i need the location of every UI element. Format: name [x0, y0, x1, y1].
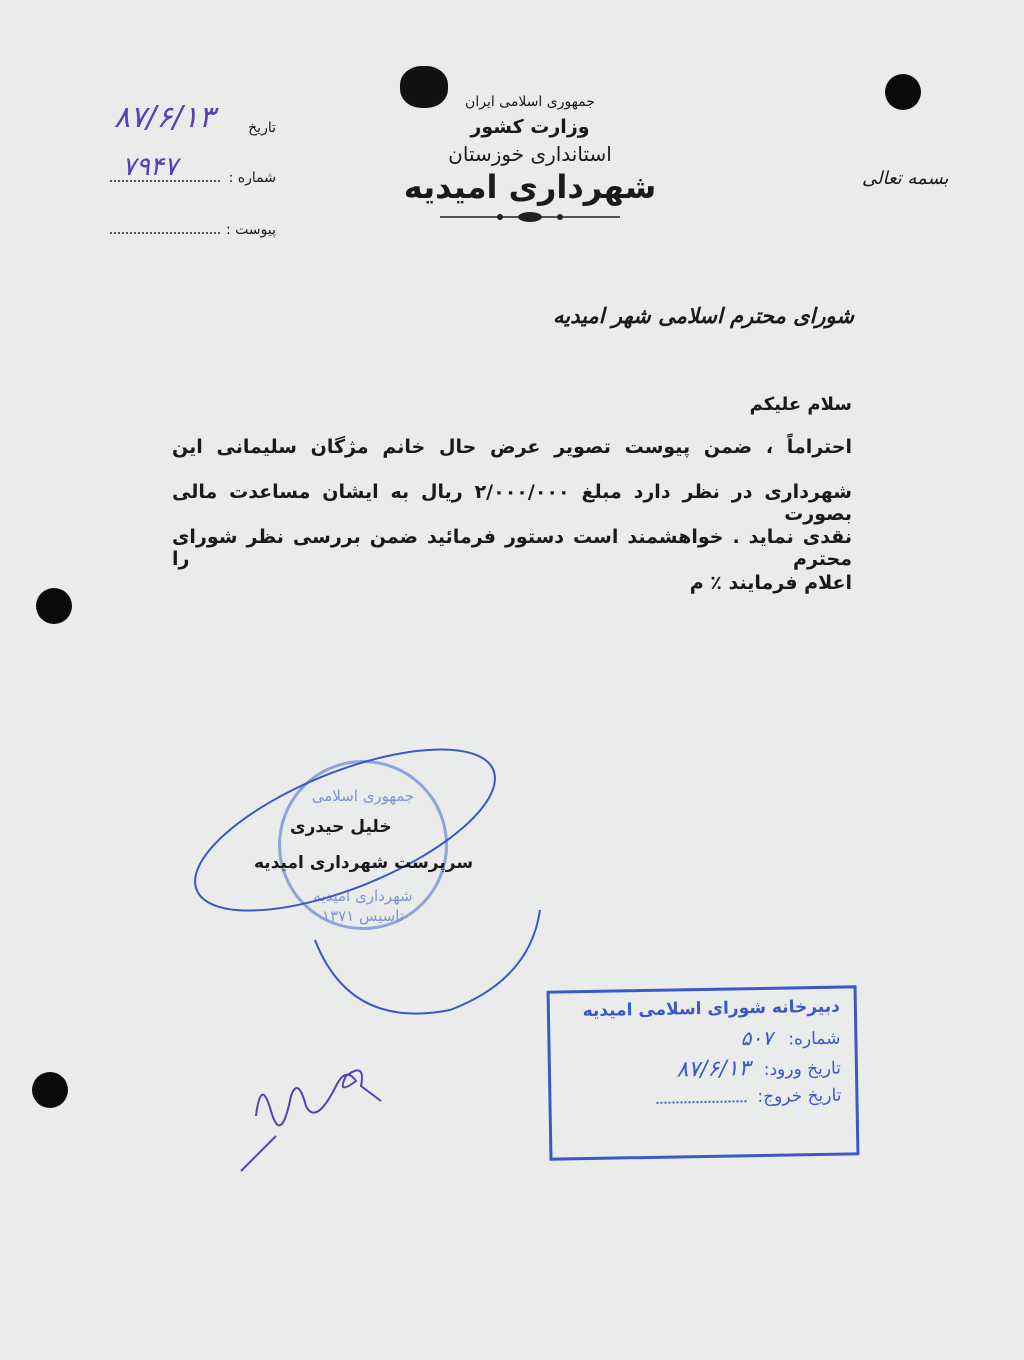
body-line: شهرداری در نظر دارد مبلغ ۲/۰۰۰/۰۰۰ ریال به ایشان مساعدت مالی بصورت	[172, 481, 852, 525]
date-value: ۸۷/۶/۱۳	[114, 100, 215, 135]
punch-hole	[32, 1072, 68, 1108]
signature-scribble	[180, 740, 560, 1030]
recipient: شورای محترم اسلامی شهر امیدیه	[553, 304, 854, 328]
number-field	[108, 150, 280, 204]
dotted-line	[110, 232, 220, 234]
ornament-divider	[440, 210, 620, 224]
number-label: شماره :	[228, 170, 276, 186]
dotted-line	[656, 1100, 746, 1104]
receipt-exit-date-row	[565, 1086, 841, 1111]
receipt-number-row	[564, 1025, 840, 1054]
signatory-name: خلیل حیدری	[290, 817, 392, 837]
date-label: تاریخ	[248, 120, 276, 136]
seal-line: تاسیس ۱۳۷۱	[322, 907, 404, 925]
receipt-stamp-title: دبیرخانه شورای اسلامی امیدیه	[582, 996, 841, 1022]
body-line: نقدی نماید . خواهشمند است دستور فرمائید ضمن بررسی نظر شورای محترم را	[172, 526, 852, 570]
receipt-entry-date-row	[565, 1055, 841, 1085]
body-line: احتراماً ، ضمن پیوست تصویر عرض حال خانم مژگان سلیمانی این	[172, 436, 852, 458]
country-name: جمهوری اسلامی ایران	[465, 94, 595, 110]
province-name: استانداری خوزستان	[448, 142, 612, 166]
body-line: اعلام فرمایند ٪ م	[689, 572, 852, 594]
number-value: ۷۹۴۷	[122, 152, 178, 182]
receipt-number-value: ۵۰۷	[740, 1025, 774, 1051]
seal-line: شهرداری امیدیه	[313, 887, 413, 905]
punch-hole	[36, 588, 72, 624]
receipt-number-label: شماره:	[788, 1028, 841, 1050]
punch-hole	[885, 74, 921, 110]
date-field	[108, 100, 280, 150]
municipality-name: شهرداری امیدیه	[403, 168, 657, 206]
greeting: سلام علیکم	[749, 394, 852, 415]
seal-line: جمهوری اسلامی	[311, 787, 415, 805]
receipt-exit-date-label: تاریخ خروج:	[757, 1085, 842, 1108]
signatory-title: سرپرست شهرداری امیدیه	[254, 853, 474, 873]
attachment-label: پیوست :	[226, 222, 276, 238]
attachment-field	[108, 204, 280, 244]
receipt-entry-date-value: ۸۷/۶/۱۳	[676, 1056, 751, 1083]
receipt-entry-date-label: تاریخ ورود:	[763, 1058, 842, 1080]
receipt-stamp	[547, 985, 860, 1160]
invocation: بسمه تعالی	[862, 168, 949, 189]
letterhead	[380, 94, 680, 228]
meta-fields	[108, 100, 280, 244]
handwritten-initials	[236, 1056, 396, 1176]
ministry-name: وزارت کشور	[470, 116, 590, 138]
